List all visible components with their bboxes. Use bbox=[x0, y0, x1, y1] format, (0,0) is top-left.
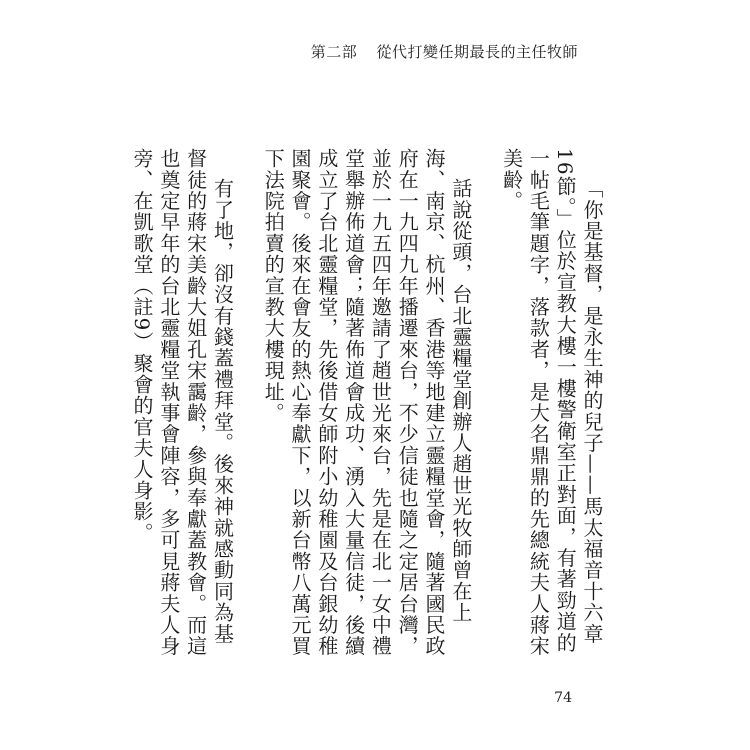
running-header bbox=[311, 41, 578, 62]
paragraph-donation: 有了地，卻沒有錢蓋禮拜堂。後來神就感動同為基督徒的蔣宋美齡大姐孔宋靄齡，參與奉獻蓋教會。而這也奠定早年的台北靈糧堂執事會陣容，多可見蔣夫人身旁、在凱歌堂（註9）聚會的官夫人身影。 bbox=[130, 148, 235, 657]
paragraph-inscription: 「你是基督，是永生神的兒子——馬太福音十六章16節。」位於宣教大樓一樓警衛室正對面，有著勁道的一帖毛筆題字，落款者，是大名鼎鼎的先總統夫人蔣宋美齡。 bbox=[499, 148, 604, 657]
vertical-body-text bbox=[130, 148, 605, 658]
paragraph-history: 話說從頭，台北靈糧堂創辦人趙世光牧師曾在上海、南京、杭州、香港等地建立靈糧堂會，隨著國民政府在一九四九年播遷來台，不少信徒也隨之定居台灣，並於一九五四年邀請了趙世光來台，先是在北一女中禮堂舉辦佈道會；隨著佈道會成功、湧入大量信徒，後續成立了台北靈糧堂，先後借女師附小幼稚園及台銀幼稚園聚會。後來在會友的熱心奉獻下，以新台幣八萬元買下法院拍賣的宣教大樓現址。 bbox=[261, 148, 473, 657]
page-number: 74 bbox=[554, 690, 572, 706]
chapter-title: 從代打變任期最長的主任牧師 bbox=[376, 43, 578, 61]
part-label: 第二部 bbox=[310, 43, 358, 61]
